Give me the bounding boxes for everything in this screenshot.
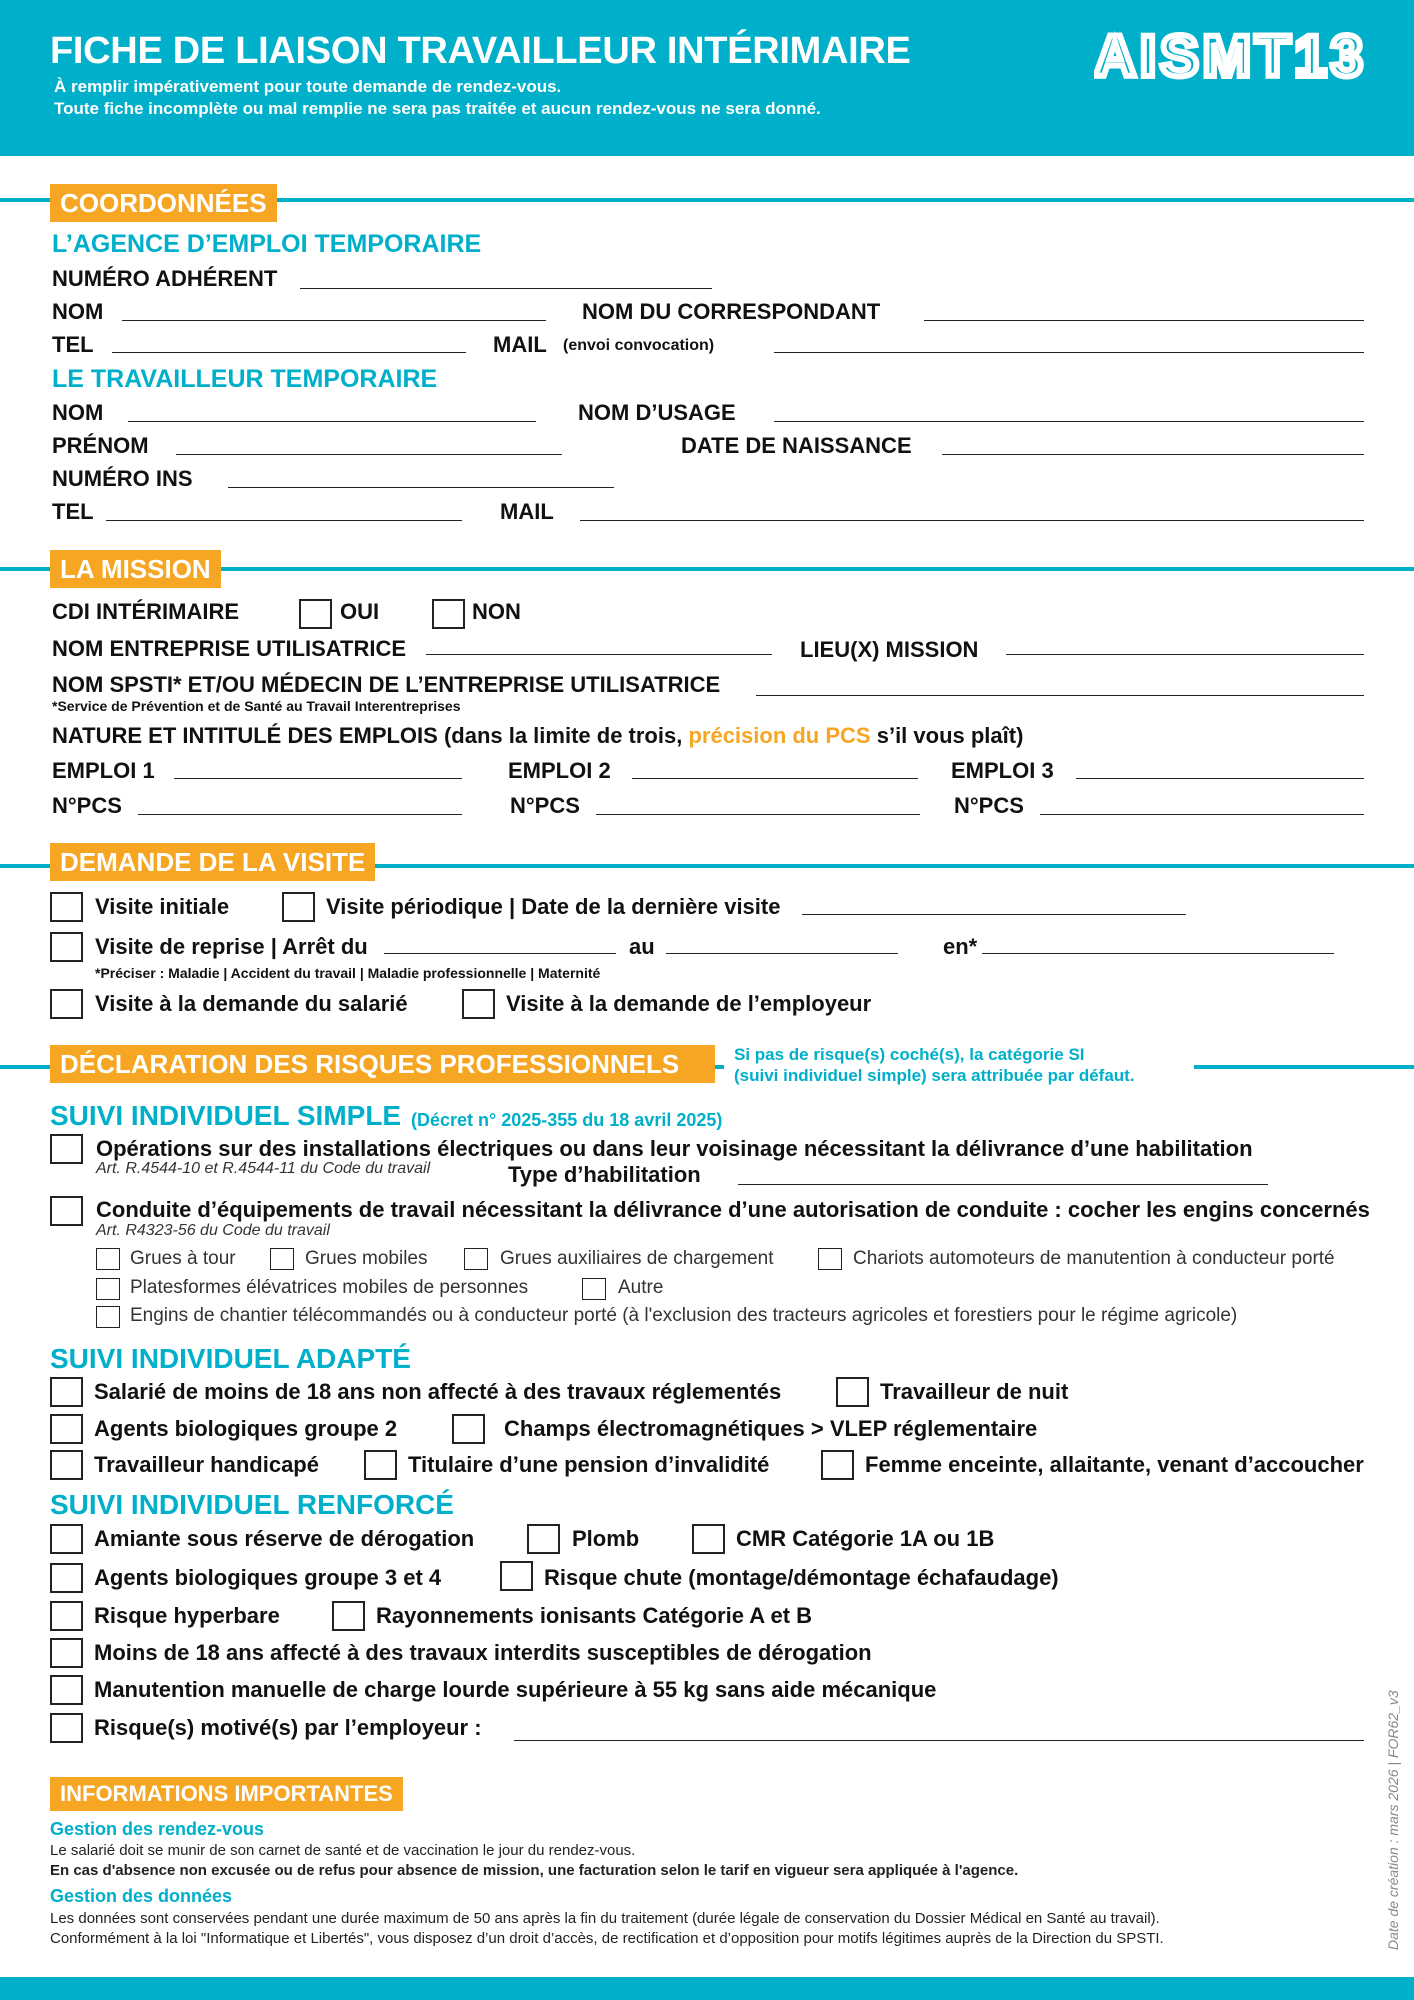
infos-rdv-2: En cas d'absence non excusée ou de refus pour absence de mission, une facturation selon le tarif en vigueur sera appliquée à l'agence. <box>50 1862 1019 1879</box>
label-emploi-3: EMPLOI 3 <box>951 758 1054 783</box>
aismt13-logo <box>1094 28 1374 84</box>
checkbox-sia-femme[interactable] <box>821 1450 854 1480</box>
label-cdi-interimaire: CDI INTÉRIMAIRE <box>52 599 239 624</box>
field-pcs-3[interactable] <box>1040 814 1364 815</box>
checkbox-grues-auxiliaires[interactable] <box>464 1248 488 1270</box>
field-lieux-mission[interactable] <box>1006 654 1364 655</box>
label-agence-mail: MAIL <box>493 332 547 357</box>
checkbox-sia-bio2[interactable] <box>50 1414 83 1444</box>
sis-conduite-ref: Art. R4323-56 du Code du travail <box>96 1222 330 1239</box>
checkbox-sir-moins18[interactable] <box>50 1638 83 1668</box>
sia-heading: SUIVI INDIVIDUEL ADAPTÉ <box>50 1343 411 1374</box>
checkbox-engins-chantier[interactable] <box>96 1306 120 1328</box>
checkbox-visite-reprise[interactable] <box>50 932 83 962</box>
label-travailleur-mail: MAIL <box>500 499 554 524</box>
label-sis-electrique: Opérations sur des installations électriques ou dans leur voisinage nécessitant la délivrance d’une habilitation <box>96 1136 1253 1161</box>
footer-bar <box>0 1977 1414 2000</box>
label-engins-chantier: Engins de chantier télécommandés ou à conducteur porté (à l'exclusion des tracteurs agricoles et forestiers pour le régime agricole) <box>130 1305 1238 1326</box>
label-sir-manutention: Manutention manuelle de charge lourde supérieure à 55 kg sans aide mécanique <box>94 1677 937 1702</box>
label-sir-amiante: Amiante sous réserve de dérogation <box>94 1526 475 1551</box>
checkbox-sir-manutention[interactable] <box>50 1675 83 1705</box>
label-lieux-mission: LIEU(X) MISSION <box>800 637 979 662</box>
label-emploi-1: EMPLOI 1 <box>52 758 155 783</box>
section-title-risques: DÉCLARATION DES RISQUES PROFESSIONNELS <box>50 1045 715 1083</box>
spsti-note: *Service de Prévention et de Santé au Travail Interentreprises <box>52 698 461 714</box>
field-agence-tel[interactable] <box>112 352 466 353</box>
label-travailleur-nom: NOM <box>52 400 104 425</box>
sis-electrique-ref: Art. R.4544-10 et R.4544-11 du Code du travail <box>96 1160 431 1177</box>
field-nom-correspondant[interactable] <box>924 320 1364 321</box>
field-emploi-1[interactable] <box>174 778 462 779</box>
section-title-infos: INFORMATIONS IMPORTANTES <box>50 1777 403 1811</box>
mail-note: (envoi convocation) <box>563 337 715 354</box>
label-sis-conduite: Conduite d’équipements de travail nécessitant la délivrance d’une autorisation de conduite : cocher les engins concernés <box>96 1197 1370 1222</box>
preciser-note: *Préciser : Maladie | Accident du travail | Maladie professionnelle | Maternité <box>95 965 601 981</box>
header-banner <box>0 0 1414 156</box>
field-nom-usage[interactable] <box>774 421 1364 422</box>
checkbox-sir-cmr[interactable] <box>692 1524 725 1554</box>
field-numero-ins[interactable] <box>228 487 614 488</box>
risques-note-2: (suivi individuel simple) sera attribuée par défaut. <box>734 1066 1135 1085</box>
field-entreprise-utilisatrice[interactable] <box>426 654 772 655</box>
label-numero-adherent: NUMÉRO ADHÉRENT <box>52 266 278 291</box>
field-date-naissance[interactable] <box>942 454 1364 455</box>
field-pcs-2[interactable] <box>596 814 920 815</box>
field-sir-motives[interactable] <box>514 1740 1364 1741</box>
label-prenom: PRÉNOM <box>52 433 149 458</box>
field-date-derniere-visite[interactable] <box>802 914 1186 915</box>
checkbox-sir-chute[interactable] <box>500 1561 533 1591</box>
label-pcs-2: N°PCS <box>510 793 580 818</box>
field-agence-mail[interactable] <box>774 352 1364 353</box>
label-visite-periodique: Visite périodique | Date de la dernière visite <box>326 894 781 919</box>
field-emploi-2[interactable] <box>632 778 918 779</box>
label-plateformes: Platesformes élévatrices mobiles de personnes <box>130 1277 529 1298</box>
label-agence-nom: NOM <box>52 299 104 324</box>
label-sir-motives: Risque(s) motivé(s) par l’employeur : <box>94 1715 482 1740</box>
checkbox-sia-moins18[interactable] <box>50 1377 83 1407</box>
label-non: NON <box>472 599 521 624</box>
infos-donnees-2: Conformément à la loi "Informatique et Libertés", vous disposez d’un droit d’accès, de rectification et d’opposition pour motifs légitimes auprès de la Direction du SPSTI. <box>50 1930 1164 1947</box>
section-title-coordonnees: COORDONNÉES <box>50 184 277 222</box>
agence-heading: L’AGENCE D’EMPLOI TEMPORAIRE <box>52 230 482 258</box>
label-nature-emplois: NATURE ET INTITULÉ DES EMPLOIS (dans la limite de trois, précision du PCS s’il vous plaît) <box>52 723 1024 748</box>
checkbox-sis-conduite[interactable] <box>50 1196 83 1226</box>
field-spsti[interactable] <box>756 695 1364 696</box>
field-pcs-1[interactable] <box>138 814 462 815</box>
field-prenom[interactable] <box>176 454 562 455</box>
infos-donnees-heading: Gestion des données <box>50 1886 233 1906</box>
label-visite-reprise: Visite de reprise | Arrêt du <box>95 934 368 959</box>
checkbox-grues-tour[interactable] <box>96 1248 120 1270</box>
label-pcs-3: N°PCS <box>954 793 1024 818</box>
label-numero-ins: NUMÉRO INS <box>52 466 193 491</box>
label-visite-employeur: Visite à la demande de l’employeur <box>506 991 872 1016</box>
label-sia-bio2: Agents biologiques groupe 2 <box>94 1416 398 1441</box>
checkbox-sir-rayonnements[interactable] <box>332 1601 365 1631</box>
checkbox-sia-champs[interactable] <box>452 1414 485 1444</box>
label-grues-auxiliaires: Grues auxiliaires de chargement <box>500 1248 774 1269</box>
label-date-naissance: DATE DE NAISSANCE <box>681 433 912 458</box>
label-sir-rayonnements: Rayonnements ionisants Catégorie A et B <box>376 1603 813 1628</box>
label-pcs-1: N°PCS <box>52 793 122 818</box>
label-oui: OUI <box>340 599 380 624</box>
field-travailleur-mail[interactable] <box>580 520 1364 521</box>
sis-heading: SUIVI INDIVIDUEL SIMPLE <box>50 1100 402 1131</box>
checkbox-sia-pension[interactable] <box>364 1450 397 1480</box>
checkbox-sir-hyperbare[interactable] <box>50 1601 83 1631</box>
label-sia-champs: Champs électromagnétiques > VLEP réglementaire <box>504 1416 1038 1441</box>
label-sir-chute: Risque chute (montage/démontage échafaudage) <box>544 1565 1059 1590</box>
creation-date-vertical: Date de création : mars 2026 | FOR62_v3 <box>1385 1690 1401 1950</box>
label-type-habilitation: Type d’habilitation <box>508 1162 701 1187</box>
label-entreprise-utilisatrice: NOM ENTREPRISE UTILISATRICE <box>52 636 407 661</box>
checkbox-sia-handicape[interactable] <box>50 1450 83 1480</box>
sis-decret: (Décret n° 2025-355 du 18 avril 2025) <box>411 1110 723 1130</box>
label-sir-moins18: Moins de 18 ans affecté à des travaux interdits susceptibles de dérogation <box>94 1640 872 1665</box>
checkbox-sir-plomb[interactable] <box>527 1524 560 1554</box>
header-subtitle-2: Toute fiche incomplète ou mal remplie ne sera pas traitée et aucun rendez-vous ne sera donné. <box>54 99 821 118</box>
label-sia-handicape: Travailleur handicapé <box>94 1452 319 1477</box>
checkbox-grues-mobiles[interactable] <box>270 1248 294 1270</box>
field-numero-adherent[interactable] <box>300 288 712 289</box>
section-title-mission: LA MISSION <box>50 550 221 588</box>
checkbox-cdi-oui[interactable] <box>299 599 332 629</box>
checkbox-sir-amiante[interactable] <box>50 1524 83 1554</box>
label-sir-cmr: CMR Catégorie 1A ou 1B <box>736 1526 995 1551</box>
label-sir-hyperbare: Risque hyperbare <box>94 1603 280 1628</box>
label-en: en* <box>943 934 978 959</box>
checkbox-sia-nuit[interactable] <box>836 1377 869 1407</box>
label-sia-femme: Femme enceinte, allaitante, venant d’accoucher <box>865 1452 1364 1477</box>
section-title-visite: DEMANDE DE LA VISITE <box>50 843 375 881</box>
field-agence-nom[interactable] <box>122 320 546 321</box>
label-chariots: Chariots automoteurs de manutention à conducteur porté <box>853 1248 1335 1269</box>
sir-heading: SUIVI INDIVIDUEL RENFORCÉ <box>50 1489 454 1520</box>
label-nom-usage: NOM D’USAGE <box>578 400 736 425</box>
checkbox-visite-employeur[interactable] <box>462 989 495 1019</box>
label-sia-moins18: Salarié de moins de 18 ans non affecté à des travaux réglementés <box>94 1379 782 1404</box>
checkbox-cdi-non[interactable] <box>432 599 465 629</box>
field-arret-au[interactable] <box>666 953 898 954</box>
label-engins-autre: Autre <box>618 1277 664 1298</box>
checkbox-sir-motives[interactable] <box>50 1713 83 1743</box>
risques-note-1: Si pas de risque(s) coché(s), la catégorie SI <box>734 1045 1085 1064</box>
label-au: au <box>629 934 655 959</box>
travailleur-heading: LE TRAVAILLEUR TEMPORAIRE <box>52 365 438 393</box>
label-sir-bio34: Agents biologiques groupe 3 et 4 <box>94 1565 442 1590</box>
svg-text:AISMT13: AISMT13 <box>1094 28 1367 84</box>
field-emploi-3[interactable] <box>1076 778 1364 779</box>
label-nom-correspondant: NOM DU CORRESPONDANT <box>582 299 881 324</box>
field-travailleur-nom[interactable] <box>128 421 536 422</box>
label-spsti: NOM SPSTI* ET/OU MÉDECIN DE L’ENTREPRISE UTILISATRICE <box>52 672 721 697</box>
infos-donnees-1: Les données sont conservées pendant une durée maximum de 50 ans après la fin du traitement (durée légale de conservation du Dossier Médical en Santé au travail). <box>50 1910 1160 1927</box>
label-sir-plomb: Plomb <box>572 1526 640 1551</box>
label-visite-salarie: Visite à la demande du salarié <box>95 991 408 1016</box>
header-subtitle-1: À remplir impérativement pour toute demande de rendez-vous. <box>54 77 562 96</box>
checkbox-plateformes[interactable] <box>96 1278 120 1300</box>
label-sia-nuit: Travailleur de nuit <box>880 1379 1069 1404</box>
checkbox-sir-bio34[interactable] <box>50 1563 83 1593</box>
label-sia-pension: Titulaire d’une pension d’invalidité <box>408 1452 770 1477</box>
checkbox-visite-periodique[interactable] <box>282 892 315 922</box>
checkbox-sis-electrique[interactable] <box>50 1134 83 1164</box>
checkbox-visite-salarie[interactable] <box>50 989 83 1019</box>
field-travailleur-tel[interactable] <box>106 520 462 521</box>
checkbox-chariots[interactable] <box>818 1248 842 1270</box>
label-travailleur-tel: TEL <box>52 499 94 524</box>
checkbox-engins-autre[interactable] <box>582 1278 606 1300</box>
label-grues-mobiles: Grues mobiles <box>305 1248 428 1269</box>
label-emploi-2: EMPLOI 2 <box>508 758 611 783</box>
field-arret-du[interactable] <box>384 953 616 954</box>
field-type-habilitation[interactable] <box>738 1184 1268 1185</box>
checkbox-visite-initiale[interactable] <box>50 892 83 922</box>
infos-rdv-1: Le salarié doit se munir de son carnet de santé et de vaccination le jour du rendez-vous. <box>50 1842 636 1859</box>
label-visite-initiale: Visite initiale <box>95 894 230 919</box>
label-agence-tel: TEL <box>52 332 94 357</box>
label-grues-tour: Grues à tour <box>130 1248 236 1269</box>
infos-rdv-heading: Gestion des rendez-vous <box>50 1819 265 1839</box>
form-title: FICHE DE LIAISON TRAVAILLEUR INTÉRIMAIRE <box>50 30 911 72</box>
field-arret-motif[interactable] <box>982 953 1334 954</box>
